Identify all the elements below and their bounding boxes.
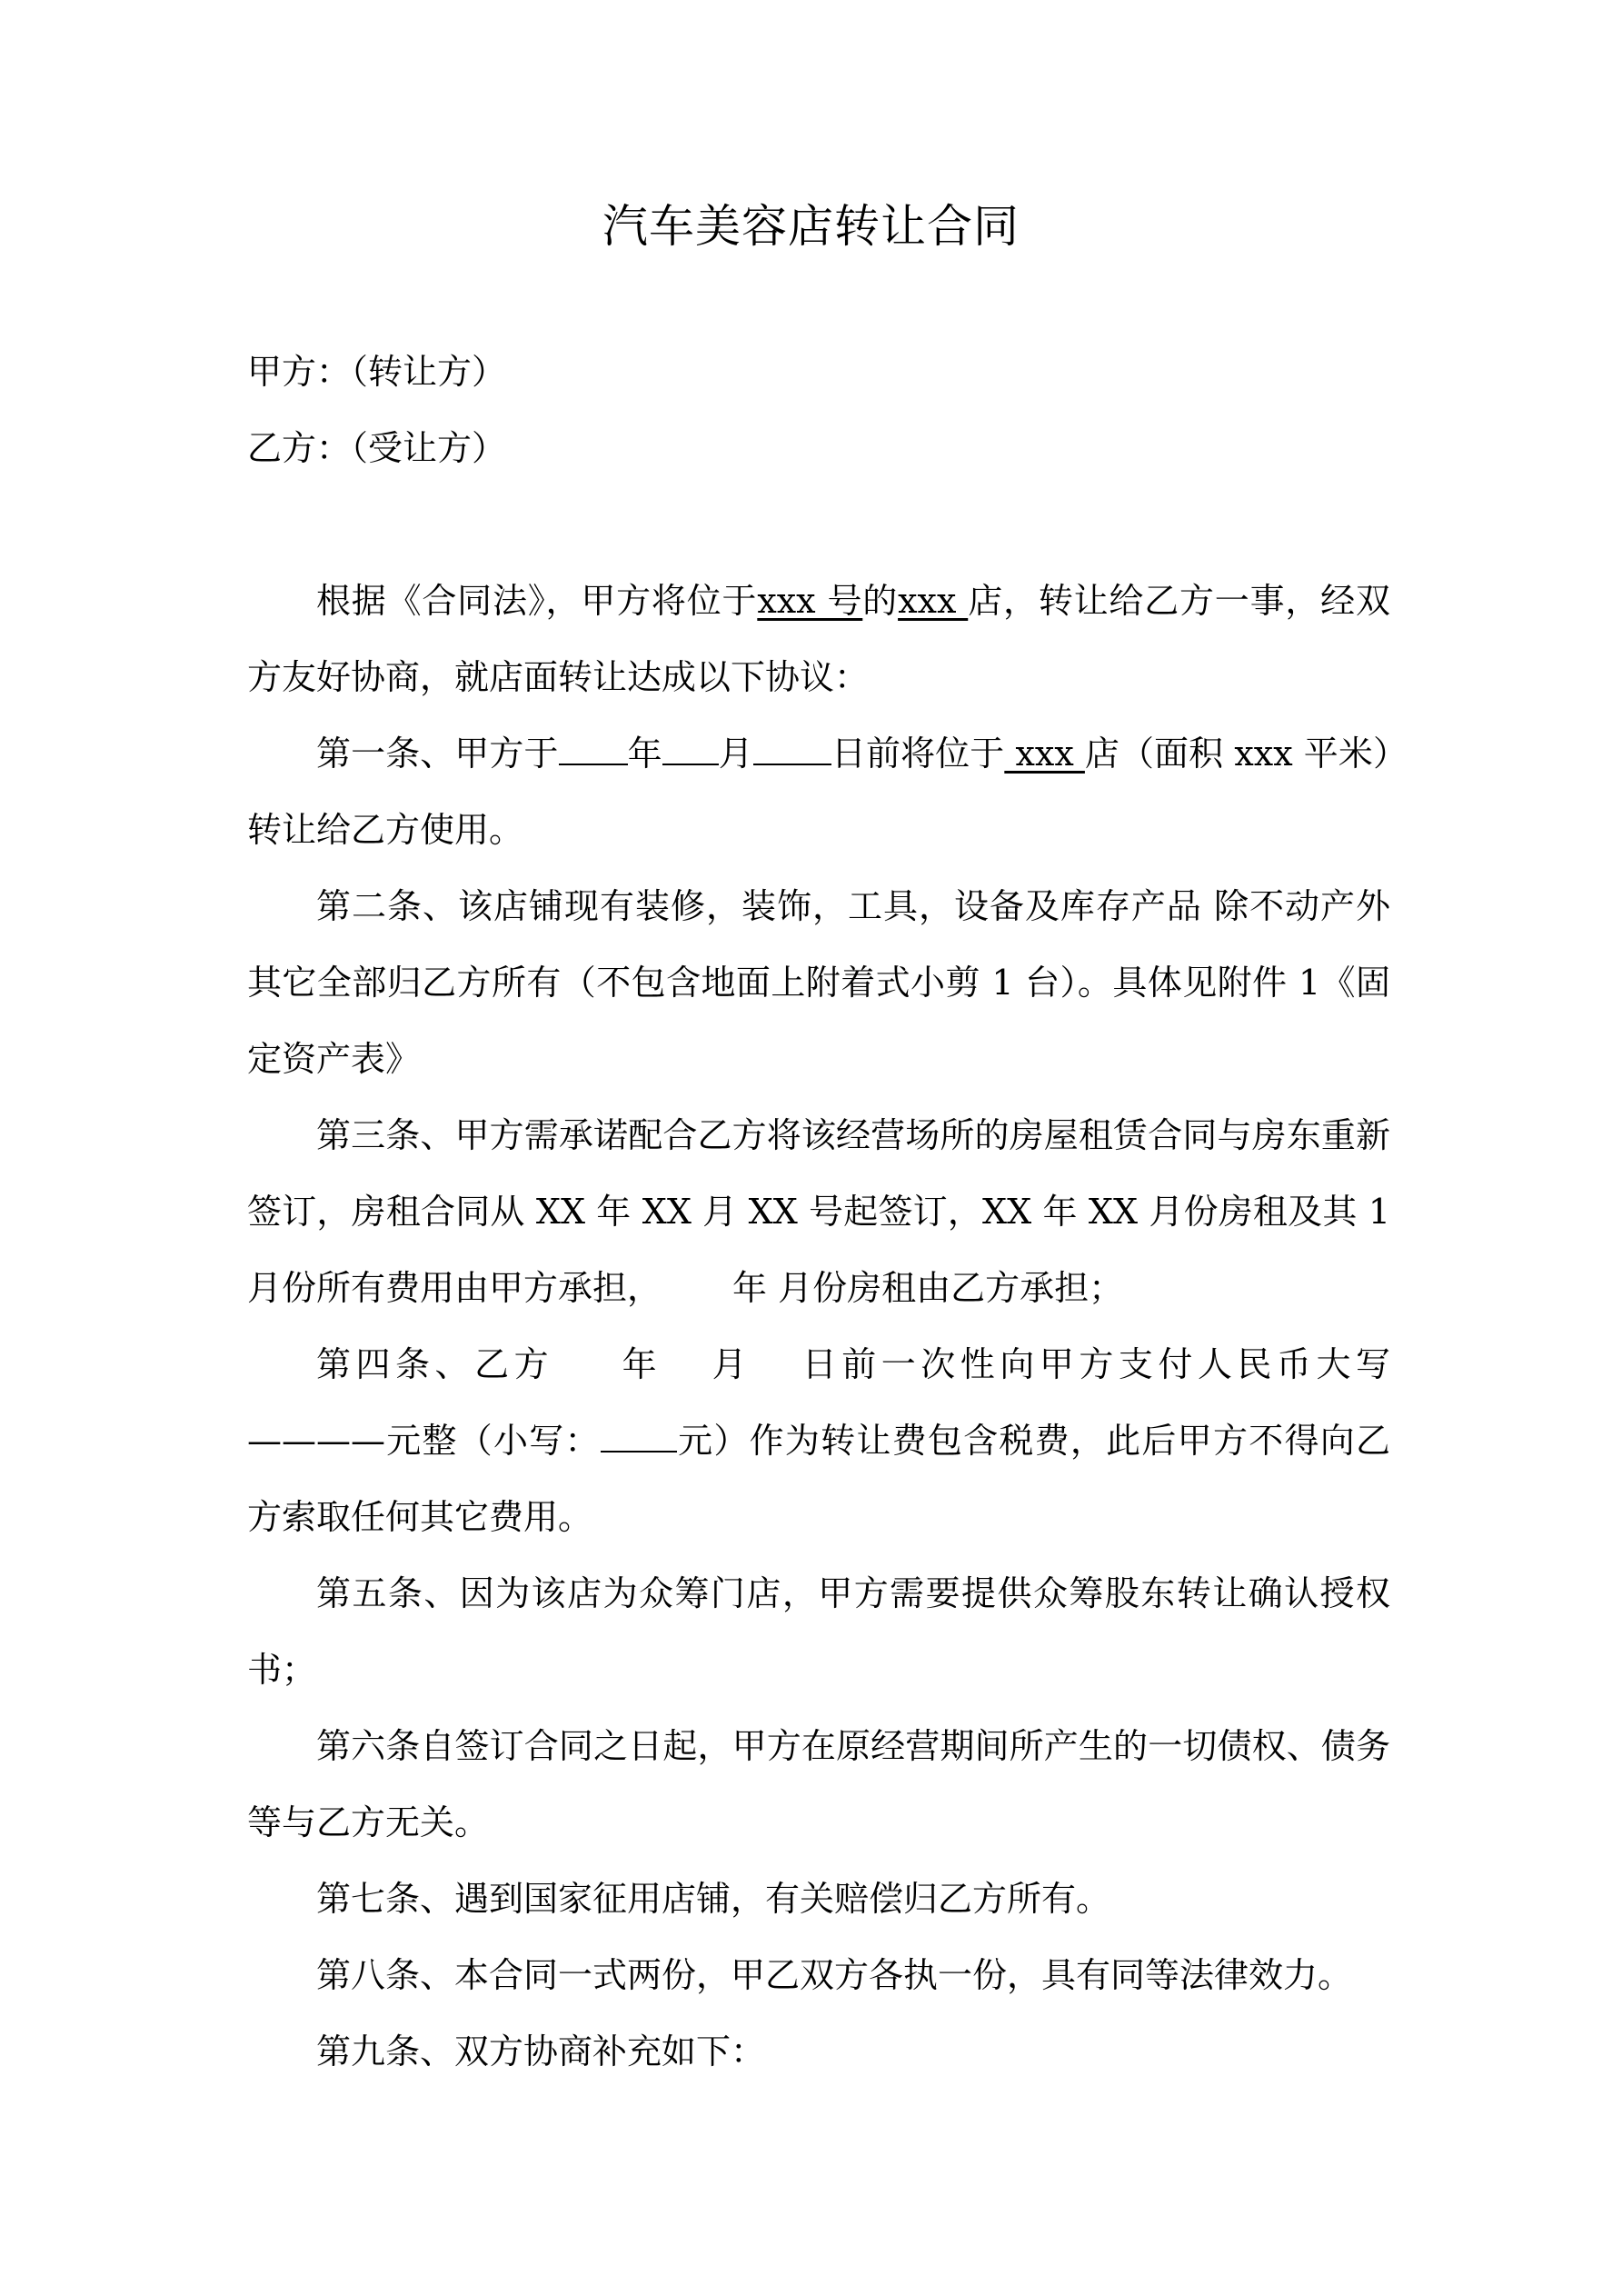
article-2: 第二条、该店铺现有装修，装饰，工具，设备及库存产品 除不动产外其它全部归乙方所有（不包含地面上附着式小剪 1 台）。具体见附件 1《固定资产表》	[247, 886, 1390, 1079]
intro-text-3: 店，转让给乙方一事，经双方友好协商，就店面转让达成以下协议：	[247, 581, 1390, 697]
article-4-month: 月	[707, 1344, 752, 1384]
intro-text-2: 的	[862, 581, 899, 621]
day-blank	[753, 736, 831, 765]
article-4	[247, 1326, 1390, 1555]
article-9: 第九条、双方协商补充如下：	[316, 2031, 766, 2071]
month-blank	[662, 736, 719, 765]
article-6: 第六条自签订合同之日起，甲方在原经营期间所产生的一切债权、债务等与乙方无关。	[247, 1726, 1390, 1842]
year-blank	[559, 736, 628, 765]
article-1-year: 年	[627, 734, 662, 774]
article-5: 第五条、因为该店为众筹门店，甲方需要提供众筹股东转让确认授权书；	[247, 1573, 1390, 1690]
article-4-text-3: ——元整（小写：	[316, 1421, 601, 1461]
article-1	[247, 715, 1390, 868]
article-3-text-2: 年 月份房租由乙方承担；	[732, 1268, 1124, 1308]
article-4-text-2: 日前一次性向甲方支付人民币大写——	[247, 1344, 1390, 1461]
blank-line	[247, 486, 1390, 563]
article-4-text-4: 元）作为转让费包含税费，此后甲方不得向乙方索取任何其它费用。	[247, 1421, 1390, 1537]
article-4-year: 年	[617, 1344, 662, 1384]
intro-text-1: 根据《合同法》，甲方将位于	[316, 581, 758, 621]
article-3-text-1: 第三条、甲方需承诺配合乙方将该经营场所的房屋租赁合同与房东重新签订，房租合同从 XX 年 XX 月 XX 号起签订，XX 年 XX 月份房租及其 1 月份所有费用由甲方承担，	[247, 1115, 1390, 1308]
document-title: 汽车美容店转让合同	[602, 200, 1020, 253]
contract-body	[247, 334, 1390, 2090]
amount-blank	[601, 1423, 677, 1452]
intro-paragraph	[247, 563, 1390, 715]
shop-name: xxx	[898, 581, 969, 621]
article-7: 第七条、遇到国家征用店铺，有关赔偿归乙方所有。	[316, 1879, 1111, 1919]
article-1-day: 日前将位于	[831, 734, 1005, 774]
article-4-text-1: 第四条、乙方	[316, 1344, 554, 1384]
party-b-line: 乙方：（受让方）	[247, 428, 507, 468]
article-1-text-1: 第一条、甲方于	[316, 734, 559, 774]
article-3	[247, 1097, 1390, 1326]
shop-number: xxx 号	[757, 581, 863, 621]
article-8: 第八条、本合同一式两份，甲乙双方各执一份，具有同等法律效力。	[316, 1955, 1353, 1995]
article-1-month: 月	[718, 734, 753, 774]
article-1-text-2: 店（面积 xxx 平米）转让给乙方使用。	[247, 734, 1390, 850]
article-1-shop: xxx	[1004, 734, 1085, 774]
party-a-line: 甲方：（转让方）	[247, 352, 507, 392]
